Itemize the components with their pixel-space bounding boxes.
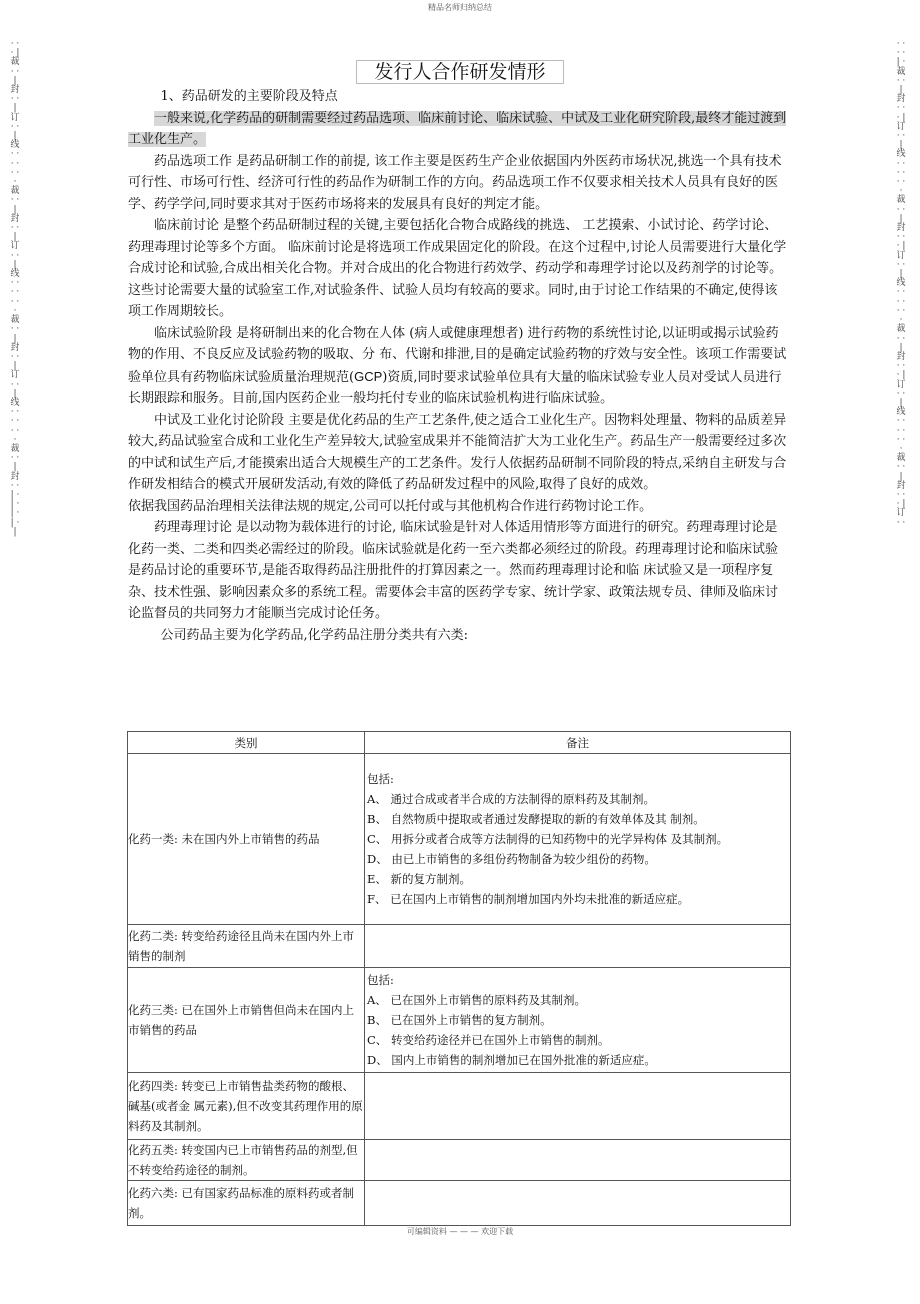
table-header: 类别 [128,732,365,754]
remark-line: F、 已在国内上市销售的制剂增加国内外均未批准的新适应症。 [367,892,690,906]
paragraph: 依据我国药品治理相关法律法规的规定,公司可以托付或与其他机构合作进行药物讨论工作。 [128,498,653,514]
remark-line: C、 用拆分或者合成等方法制得的已知药物中的光学异构体 及其制剂。 [367,832,729,846]
remarks-cell [365,1181,791,1226]
drug-classification-table [127,731,791,1226]
remark-line: 包括: [367,973,394,987]
table-header: 备注 [365,732,791,754]
document-title: 发行人合作研发情形 [356,60,564,84]
remark-line: D、 国内上市销售的制剂增加已在国外批准的新适应症。 [367,1053,656,1067]
table-row [128,968,791,1073]
remark-line: B、 已在国外上市销售的复方制剂。 [367,1013,552,1027]
right-binding-margin: · · · · | · 裁 · · | 封 · · · | 订 · · | 线 · · · · · · · 裁 · · | 封 · · · | 订 · · | 线 · · · · · · · 裁 · · | 封 · · · | 订 · · | 线 · · · · · · · 裁 · · | 封 · · · | 订 · · [896,39,909,528]
category-cell: 化药五类: 转变国内已上市销售药品的剂型,但不转变给药途径的制剂。 [128,1140,365,1181]
category-cell: 化药二类: 转变给药途径且尚未在国内外上市销售的制剂 [128,925,365,968]
category-cell: 化药六类: 已有国家药品标准的原料药或者制剂。 [128,1181,365,1226]
page-footer-note: 可编辑资料 — — — 欢迎下载 [406,1227,514,1236]
paragraph: 公司药品主要为化学药品,化学药品注册分类共有六类: [160,627,469,643]
paragraph [128,108,788,151]
document-body [128,86,788,646]
remarks-cell [365,1140,791,1181]
remark-line: D、 由已上市销售的多组份药物制备为较少组份的药物。 [367,852,656,866]
category-cell: 化药一类: 未在国内外上市销售的药品 [128,754,365,925]
paragraph-text: 临床试验阶段 是将研制出来的化合物在人体 (病人或健康理想者) 进行药物的系统性讨论,以证明或揭示试验药物的作用、不良反应及试验药物的吸取、分 布、代谢和排泄,目的是确定试验药物的疗效与安全性。该项工作需要试验单位具有药物临床试验质量治理规范( [128,325,787,385]
remark-line: 包括: [367,772,394,786]
table-row [128,754,791,925]
table-row [128,1181,791,1226]
paragraph [128,323,788,410]
paragraph: 中试及工业化讨论阶段 主要是优化药品的生产工艺条件,使之适合工业化生产。因物料处理量、物料的品质差异较大,药品试验室合成和工业化生产差异较大,试验室成果并不能简洁扩大为工业化生产。药品生产一般需要经过多次的中试和试生产后,才能摸索出适合大规模生产的工艺条件。发行人依据药品研制不同阶段的特点,采纳自主研发与合作研发相结合的模式开展研发活动,有效的降低了药品研发过程中的风险,取得了良好的成效。 [128,412,787,492]
remark-line: C、 转变给药途径并已在国外上市销售的制剂。 [367,1033,610,1047]
remark-line: B、 自然物质中提取或者通过发酵提取的新的有效单体及其 制剂。 [367,812,705,826]
paragraph: 临床前讨论 是整个药品研制过程的关键,主要包括化合物合成路线的挑选、 工艺摸索、小试讨论、药学讨论、药理毒理讨论等多个方面。 临床前讨论是将选项工作成果固定化的阶段。在这个过程中,讨论人员需要进行大量化学合成讨论和试验,合成出相关化合物。并对合成出的化合物进行药效学、药动学和毒理学讨论以及药剂学的讨论等。这些讨论需要大量的试验室工作,对试验条件、试验人员均有较高的要求。同时,由于讨论工作结果的不确定,使得该项工作周期较长。 [128,218,787,319]
remark-line: A、 已在国外上市销售的原料药及其制剂。 [367,993,586,1007]
remarks-cell [365,925,791,968]
page-header-note: 精品名师归纳总结 [428,3,492,12]
remark-line: E、 新的复方制剂。 [367,872,472,886]
remarks-cell [365,1073,791,1140]
remark-line: A、 通过合成或者半合成的方法制得的原料药及其制剂。 [367,792,655,806]
remarks-cell [365,754,791,925]
paragraph-text: )资质,同时要求试验单位具有大量的临床试验专业人员对受试人员进行长期跟踪和服务。目前,国内医药企业一般均托付专业的临床试验机构进行临床试验。 [128,369,782,406]
gcp-term: GCP [354,368,383,384]
table-row [128,1073,791,1140]
table-row [128,925,791,968]
category-cell: 化药四类: 转变已上市销售盐类药物的酸根、碱基(或者金 属元素),但不改变其药理作用的原料药及其制剂。 [128,1073,365,1140]
table-row [128,1140,791,1181]
left-binding-margin: · · · | 裁 · · | 封 · · | 订 · · | 线 · · · · · · · 裁 · · | 封 · · | 订 · · | 线 · · · · · · · 裁 · · | 封 · · | 订 · · | 线 · · · · · · · 裁 · · | 封 · · | · | · | · | · | [10,39,23,537]
paragraph: 药品选项工作 是药品研制工作的前提, 该工作主要是医药生产企业依据国内外医药市场状况,挑选一个具有技术可行性、市场可行性、经济可行性的药品作为研制工作的方向。药品选项工作不仅要求相关技术人员具有良好的医学、药学学问,同时要求其对于医药市场将来的发展具有良好的判定才能。 [128,153,782,212]
paragraph: 药理毒理讨论 是以动物为载体进行的讨论, 临床试验是针对人体适用情形等方面进行的研究。药理毒理讨论是化药一类、二类和四类必需经过的阶段。临床试验就是化药一至六类都必须经过的阶段。药理毒理讨论和临床试验是药品讨论的重要环节,是能否取得药品注册批件的打算因素之一。然而药理毒理讨论和临 床试验又是一项程序复杂、技术性强、影响因素众多的系统工程。需要体会丰富的医药学专家、统计学家、政策法规专员、律师及临床讨论监督员的共同努力才能顺当完成讨论任务。 [128,520,779,621]
paragraph-text: 一般来说,化学药品的研制需要经过药品选项、临床前讨论、临床试验、中试及工业化研究阶段,最终才能过渡到工业化生产。 [128,110,787,147]
category-cell: 化药三类: 已在国外上市销售但尚未在国内上市销售的药品 [128,968,365,1073]
remarks-cell [365,968,791,1073]
section-heading: 1、药品研发的主要阶段及特点 [160,89,338,104]
